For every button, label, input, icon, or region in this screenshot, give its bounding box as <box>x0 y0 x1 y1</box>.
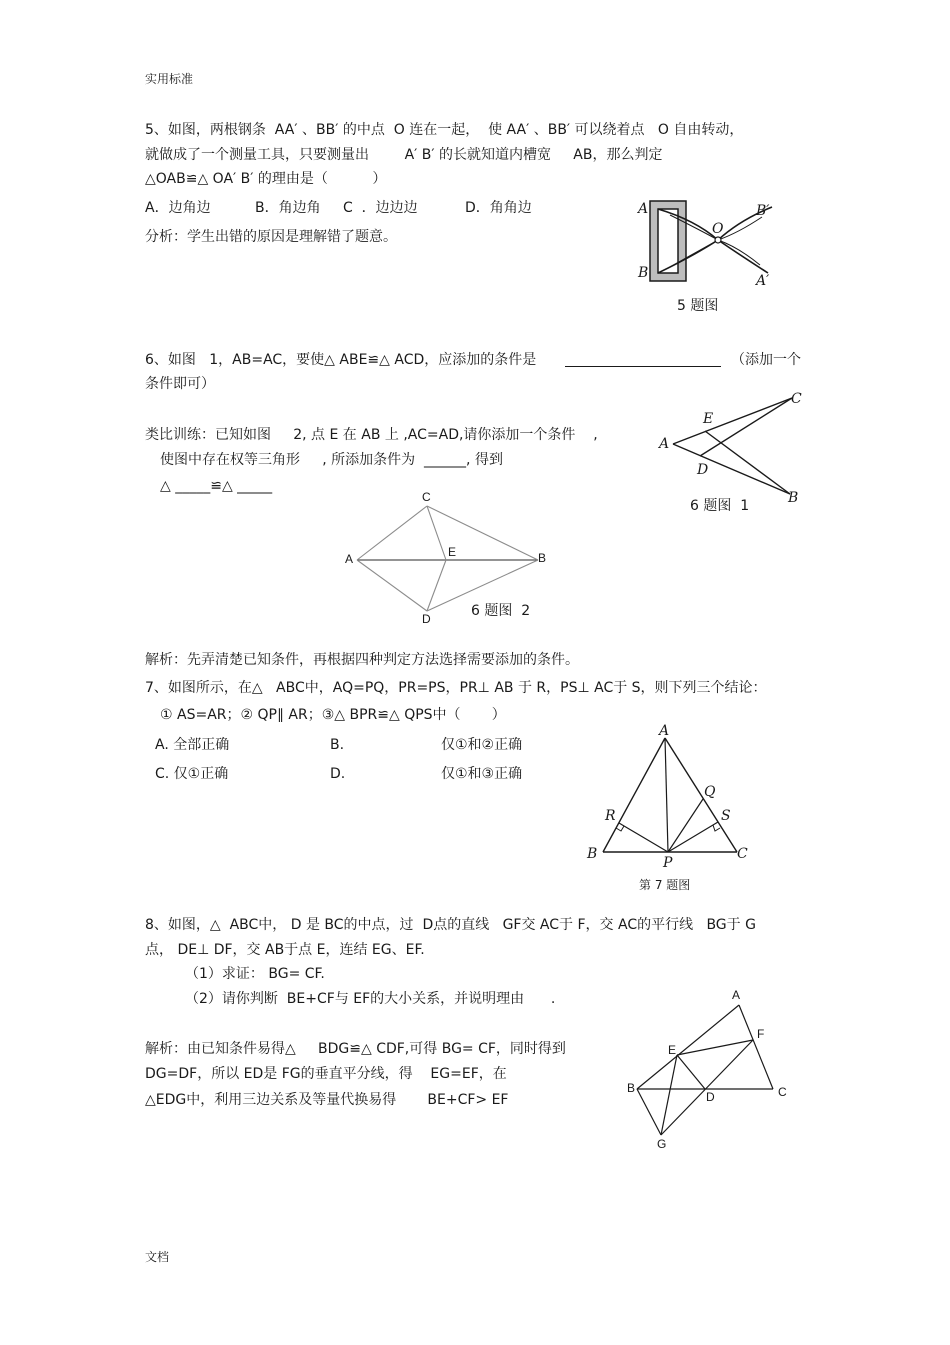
q8-label-c: C <box>778 1085 787 1099</box>
q6-fig1-label-c: C <box>791 391 802 407</box>
q7-option-c: C. 仅①正确 <box>155 766 229 782</box>
q5-line-2: 就做成了一个测量工具，只要测量出 A′ B′ 的长就知道内槽宽 AB，那么判定 <box>145 147 663 163</box>
q5-analysis: 分析：学生出错的原因是理解错了题意。 <box>145 229 397 245</box>
q7-segment-ap <box>665 738 668 852</box>
q8-line-2: 点， DE⊥ DF，交 AB于点 E，连结 EG、EF. <box>145 942 425 958</box>
q6-fig2-segment-ad <box>357 560 427 611</box>
q8-part-2: （2）请你判断 BE+CF与 EF的大小关系，并说明理由 . <box>185 991 556 1007</box>
q5-label-b-prime: B′ <box>756 203 770 219</box>
q7-segment-pq <box>668 799 703 852</box>
q6-answer-blank <box>565 366 721 367</box>
q5-figure-caption: 5 题图 <box>677 298 719 314</box>
q8-analysis-line-3: △EDG中，利用三边关系及等量代换易得 BE+CF> EF <box>145 1092 509 1108</box>
q8-label-b: B <box>627 1081 636 1095</box>
q6-fig2-label-a: A <box>345 552 354 566</box>
q6-fig2-label-b: B <box>538 551 547 565</box>
q6-fig2-label-e: E <box>448 545 457 559</box>
q7-label-p: P <box>663 855 673 871</box>
q7-side-ab <box>603 738 665 852</box>
q6-figure-2-caption: 6 题图 2 <box>471 603 531 619</box>
q6-fig1-side-ac <box>673 398 792 444</box>
q5-option-d: D．角角边 <box>465 200 532 216</box>
q7-label-a: A <box>659 723 670 739</box>
q8-segment-bg <box>637 1089 661 1135</box>
q5-option-a: A．边角边 <box>145 200 211 216</box>
q8-label-d: D <box>706 1090 715 1104</box>
q6-fig1-label-a: A <box>659 436 670 452</box>
q8-analysis-line-1: 解析：由已知条件易得△ BDG≌△ CDF,可得 BG= CF，同时得到 <box>145 1041 566 1057</box>
q8-figure <box>620 985 795 1150</box>
q7-option-b-key: B. <box>330 737 345 753</box>
q5-label-o: O <box>712 221 724 237</box>
q6-training-line-2: 使图中存在权等三角形 , 所添加条件为 ______, 得到 <box>160 452 503 468</box>
q7-option-b-text: 仅①和②正确 <box>441 737 523 753</box>
q6-fig1-label-b: B <box>788 490 799 506</box>
q6-analysis: 解析：先弄清楚已知条件，再根据四种判定方法选择需要添加的条件。 <box>145 652 579 668</box>
q7-figure <box>585 725 755 875</box>
q8-label-g: G <box>657 1137 667 1151</box>
q6-line-2: 条件即可） <box>145 376 215 392</box>
q6-training-line-1: 类比训练：已知如图 2, 点 E 在 AB 上 ,AC=AD,请你添加一个条件 , <box>145 427 598 443</box>
q8-label-e: E <box>668 1043 677 1057</box>
q5-option-c: C ．边边边 <box>343 200 418 216</box>
page-footer: 文档 <box>145 1250 170 1264</box>
q5-pivot-point <box>715 237 721 243</box>
q6-fig2-label-d: D <box>422 612 431 626</box>
q6-fig2-segment-ac <box>357 506 427 560</box>
q7-label-c: C <box>737 846 748 862</box>
q6-fig2-label-c: C <box>422 490 431 504</box>
q6-fig1-segment-cd <box>700 398 792 456</box>
q7-option-a: A. 全部正确 <box>155 737 230 753</box>
q6-figure-1-caption: 6 题图 1 <box>690 498 750 514</box>
q6-fig1-label-d: D <box>697 462 709 478</box>
q5-line-3: △OAB≌△ OA′ B′ 的理由是（ ） <box>145 171 387 187</box>
q6-training-line-3: △ _____≌△ _____ <box>160 478 273 494</box>
q7-segment-pr <box>619 823 668 852</box>
q5-label-a: A <box>638 201 649 217</box>
q8-segment-ef <box>677 1040 753 1055</box>
q7-segment-ps <box>668 822 718 852</box>
q7-option-d-key: D. <box>330 766 346 782</box>
q5-label-b: B <box>638 265 649 281</box>
q8-label-f: F <box>757 1027 765 1041</box>
q7-label-b: B <box>587 846 598 862</box>
page-header: 实用标准 <box>145 72 194 86</box>
q5-line-1: 5、如图，两根钢条 AA′ 、BB′ 的中点 O 连在一起， 使 AA′ 、BB′ 可以绕着点 O 自由转动， <box>145 122 744 138</box>
q6-figure-1 <box>655 388 810 508</box>
q8-side-ac <box>739 1005 773 1089</box>
q7-option-d-text: 仅①和③正确 <box>441 766 523 782</box>
q6-line-1: 6、如图 1，AB=AC，要使△ ABE≌△ ACD，应添加的条件是 <box>145 352 537 368</box>
q8-side-ab <box>637 1005 739 1089</box>
q5-option-b: B．角边角 <box>255 200 321 216</box>
q8-segment-ed <box>677 1055 705 1089</box>
q7-line-2: ① AS=AR；② QP∥ AR；③△ BPR≌△ QPS中（ ） <box>160 707 506 723</box>
q5-slot-groove <box>658 209 678 273</box>
q8-analysis-line-2: DG=DF，所以 ED是 FG的垂直平分线，得 EG=EF，在 <box>145 1066 507 1082</box>
q7-label-s: S <box>721 808 731 824</box>
q7-label-q: Q <box>704 784 716 800</box>
q8-part-1: （1）求证： BG= CF. <box>185 966 325 982</box>
q8-label-a: A <box>732 988 741 1002</box>
q6-fig1-label-e: E <box>703 411 714 427</box>
q5-label-a-prime: A′ <box>756 273 770 289</box>
q5-figure <box>630 195 790 290</box>
q6-line-1-tail: （添加一个 <box>731 352 801 368</box>
q7-figure-caption: 第 7 题图 <box>639 878 691 892</box>
q7-label-r: R <box>605 808 616 824</box>
q8-line-1: 8、如图，△ ABC中， D 是 BC的中点，过 D点的直线 GF交 AC于 F，交 AC的平行线 BG于 G <box>145 917 756 933</box>
q7-line-1: 7、如图所示，在△ ABC中，AQ=PQ，PR=PS，PR⊥ AB 于 R，PS⊥ AC于 S，则下列三个结论： <box>145 680 767 696</box>
q7-side-ac <box>665 738 737 852</box>
q7-right-angle-s <box>713 825 720 831</box>
